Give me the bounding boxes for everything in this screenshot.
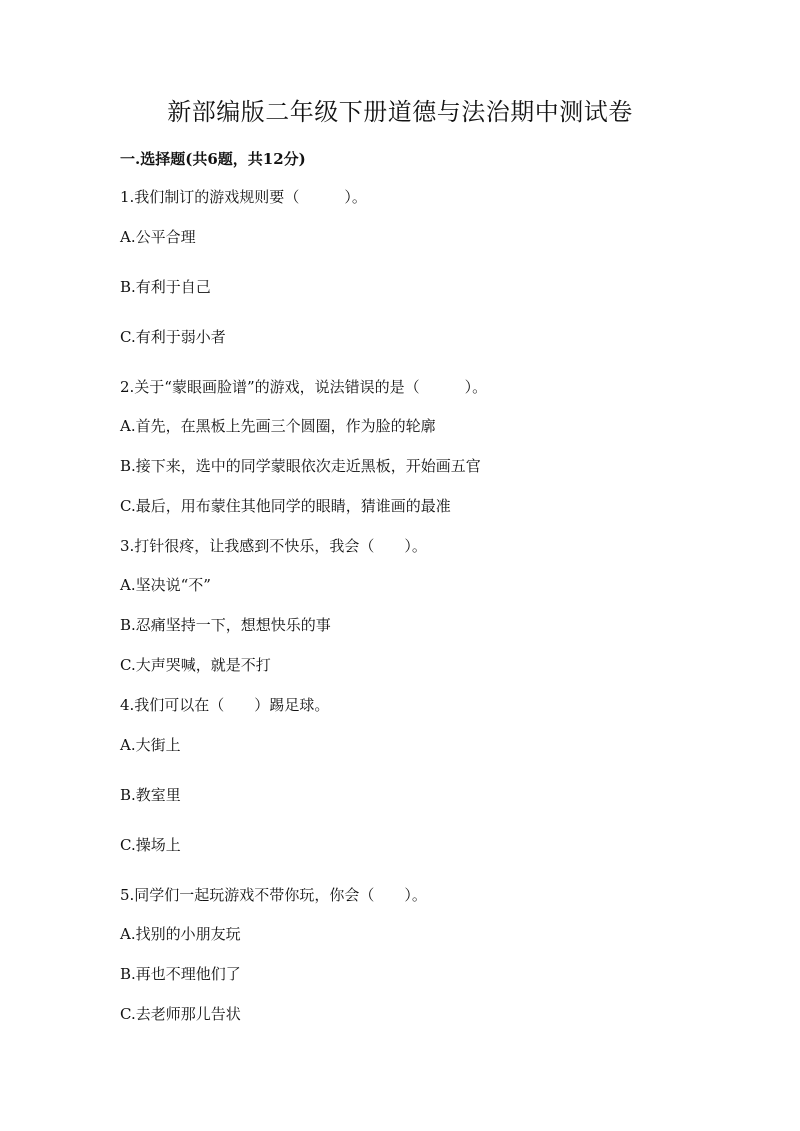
section-heading: 一.选择题(共6题，共12分) bbox=[120, 150, 306, 168]
page-title: 新部编版二年级下册道德与法治期中测试卷 bbox=[167, 98, 633, 126]
question-1-option-c: C.有利于弱小者 bbox=[120, 328, 226, 346]
question-3-stem: 3.打针很疼，让我感到不快乐，我会（ ）。 bbox=[120, 537, 427, 555]
question-3-option-b: B.忍痛坚持一下，想想快乐的事 bbox=[120, 616, 331, 634]
question-2-stem: 2.关于“蒙眼画脸谱”的游戏，说法错误的是（ ）。 bbox=[120, 378, 488, 396]
question-1-stem: 1.我们制订的游戏规则要（ ）。 bbox=[120, 188, 367, 206]
question-1-option-a: A.公平合理 bbox=[120, 228, 196, 246]
question-3-option-a: A.坚决说“不” bbox=[120, 576, 211, 594]
question-5-option-a: A.找别的小朋友玩 bbox=[120, 925, 241, 943]
question-4-option-b: B.教室里 bbox=[120, 786, 181, 804]
question-2-option-b: B.接下来，选中的同学蒙眼依次走近黑板，开始画五官 bbox=[120, 457, 481, 475]
question-4-stem: 4.我们可以在（ ）踢足球。 bbox=[120, 696, 330, 714]
question-2-option-c: C.最后，用布蒙住其他同学的眼睛，猜谁画的最准 bbox=[120, 497, 451, 515]
question-4-option-c: C.操场上 bbox=[120, 836, 181, 854]
question-4-option-a: A.大街上 bbox=[120, 736, 181, 754]
question-5-stem: 5.同学们一起玩游戏不带你玩，你会（ ）。 bbox=[120, 886, 427, 904]
question-2-option-a: A.首先，在黑板上先画三个圆圈，作为脸的轮廓 bbox=[120, 417, 436, 435]
question-1-option-b: B.有利于自己 bbox=[120, 278, 211, 296]
question-5-option-b: B.再也不理他们了 bbox=[120, 965, 241, 983]
question-5-option-c: C.去老师那儿告状 bbox=[120, 1005, 241, 1023]
question-3-option-c: C.大声哭喊，就是不打 bbox=[120, 656, 271, 674]
